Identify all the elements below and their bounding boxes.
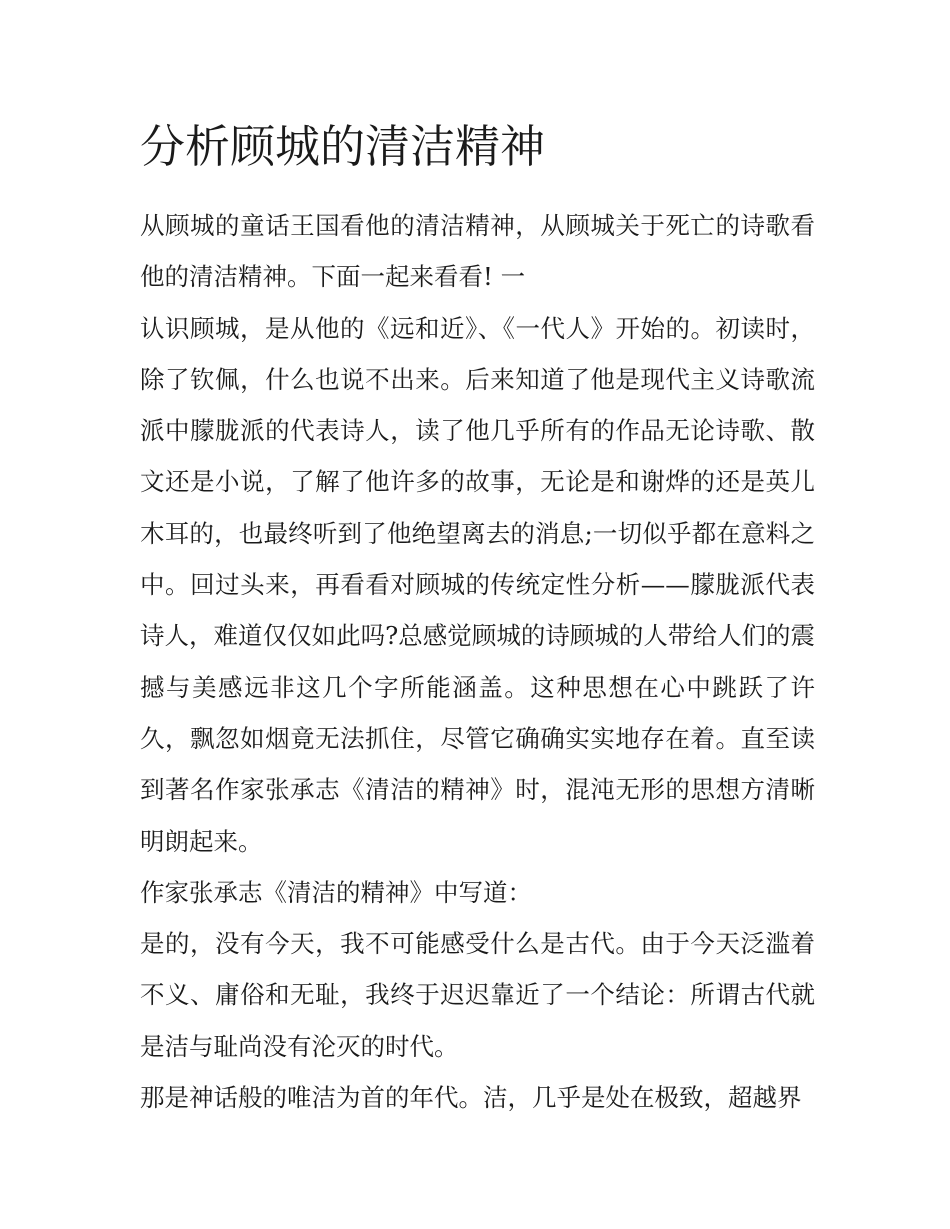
document-body xyxy=(140,112,815,1123)
paragraph-intro: 从顾城的童话王国看他的清洁精神，从顾城关于死亡的诗歌看他的清洁精神。下面一起来看看! 一 xyxy=(140,211,815,292)
page-title: 分析顾城的清洁精神 xyxy=(140,120,546,173)
paragraph-main: 认识顾城，是从他的《远和近》、《一代人》开始的。初读时，除了钦佩，什么也说不出来。后来知道了他是现代主义诗歌流派中朦胧派的代表诗人，读了他几乎所有的作品无论诗歌、散文还是小说，了解了他许多的故事，无论是和谢烨的还是英儿木耳的，也最终听到了他绝望离去的消息;一切似乎都在意料之中。回过头来，再看看对顾城的传统定性分析——朦胧派代表诗人，难道仅仅如此吗?总感觉顾城的诗顾城的人带给人们的震撼与美感远非这几个字所能涵盖。这种思想在心中跳跃了许久，飘忽如烟竟无法抓住，尽管它确确实实地存在着。直至读到著名作家张承志《清洁的精神》时，混沌无形的思想方清晰明朗起来。 xyxy=(140,313,815,856)
paragraph-quote-intro: 作家张承志《清洁的精神》中写道： xyxy=(140,877,532,907)
paragraph-last: 那是神话般的唯洁为首的年代。洁，几乎是处在极致，超越界 xyxy=(140,1083,802,1113)
paragraph-quote: 是的，没有今天，我不可能感受什么是古代。由于今天泛滥着不义、庸俗和无耻，我终于迟迟靠近了一个结论：所谓古代就是洁与耻尚没有沦灭的时代。 xyxy=(140,929,815,1061)
